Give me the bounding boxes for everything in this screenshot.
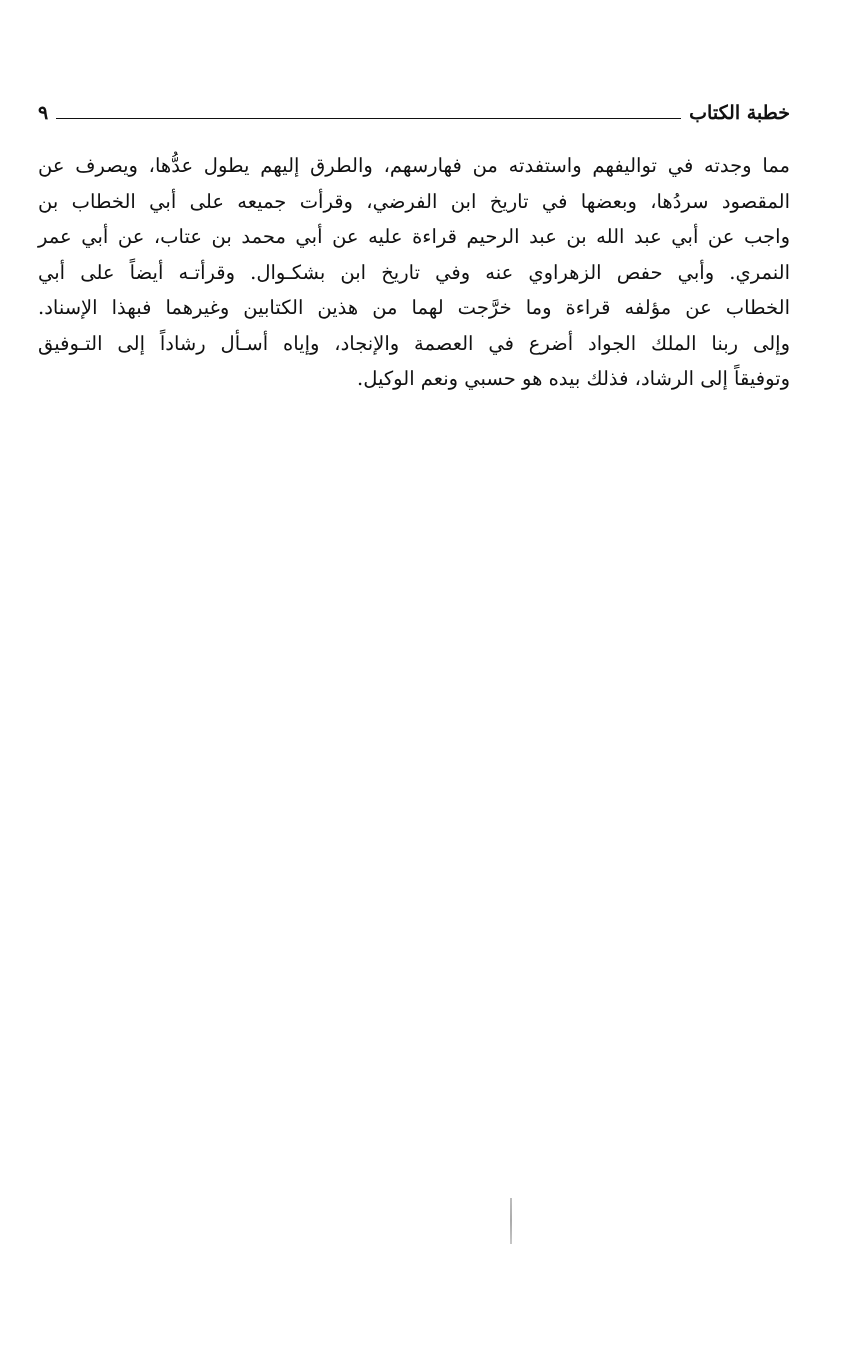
body-paragraph xyxy=(38,148,790,397)
scan-artifact-mark xyxy=(510,1198,512,1244)
text-line: واجب عن أبي عبد الله بن عبد الرحيم قراءة عليه عن أبي محمد بن عتاب، عن أبي عمر xyxy=(38,225,790,248)
chapter-title: خطبة الكتاب xyxy=(689,102,790,124)
text-line: النمري. وأبي حفص الزهراوي عنه وفي تاريخ ابن بشكـوال. وقرأتـه أيضاً على أبي xyxy=(38,260,790,284)
running-header xyxy=(38,96,790,130)
text-line: الخطاب عن مؤلفه قراءة وما خرَّجت لهما من هذين الكتابين وغيرهما فبهذا الإسناد. xyxy=(38,296,790,319)
text-line: مما وجدته في تواليفهم واستفدته من فهارسهم، والطرق إليهم يطول عدُّها، ويصرف عن xyxy=(38,154,790,177)
text-line: وإلى ربنا الملك الجواد أضرع في العصمة والإنجاد، وإياه أسـأل رشاداً إلى التـوفيق xyxy=(38,331,790,355)
text-line: وتوفيقاً إلى الرشاد، فذلك بيده هو حسبي ونعم الوكيل. xyxy=(357,367,790,390)
page-number: ٩ xyxy=(38,102,49,124)
header-rule xyxy=(56,118,681,119)
text-line: المقصود سردُها، وبعضها في تاريخ ابن الفرضي، وقرأت جميعه على أبي الخطاب بن xyxy=(38,189,790,213)
